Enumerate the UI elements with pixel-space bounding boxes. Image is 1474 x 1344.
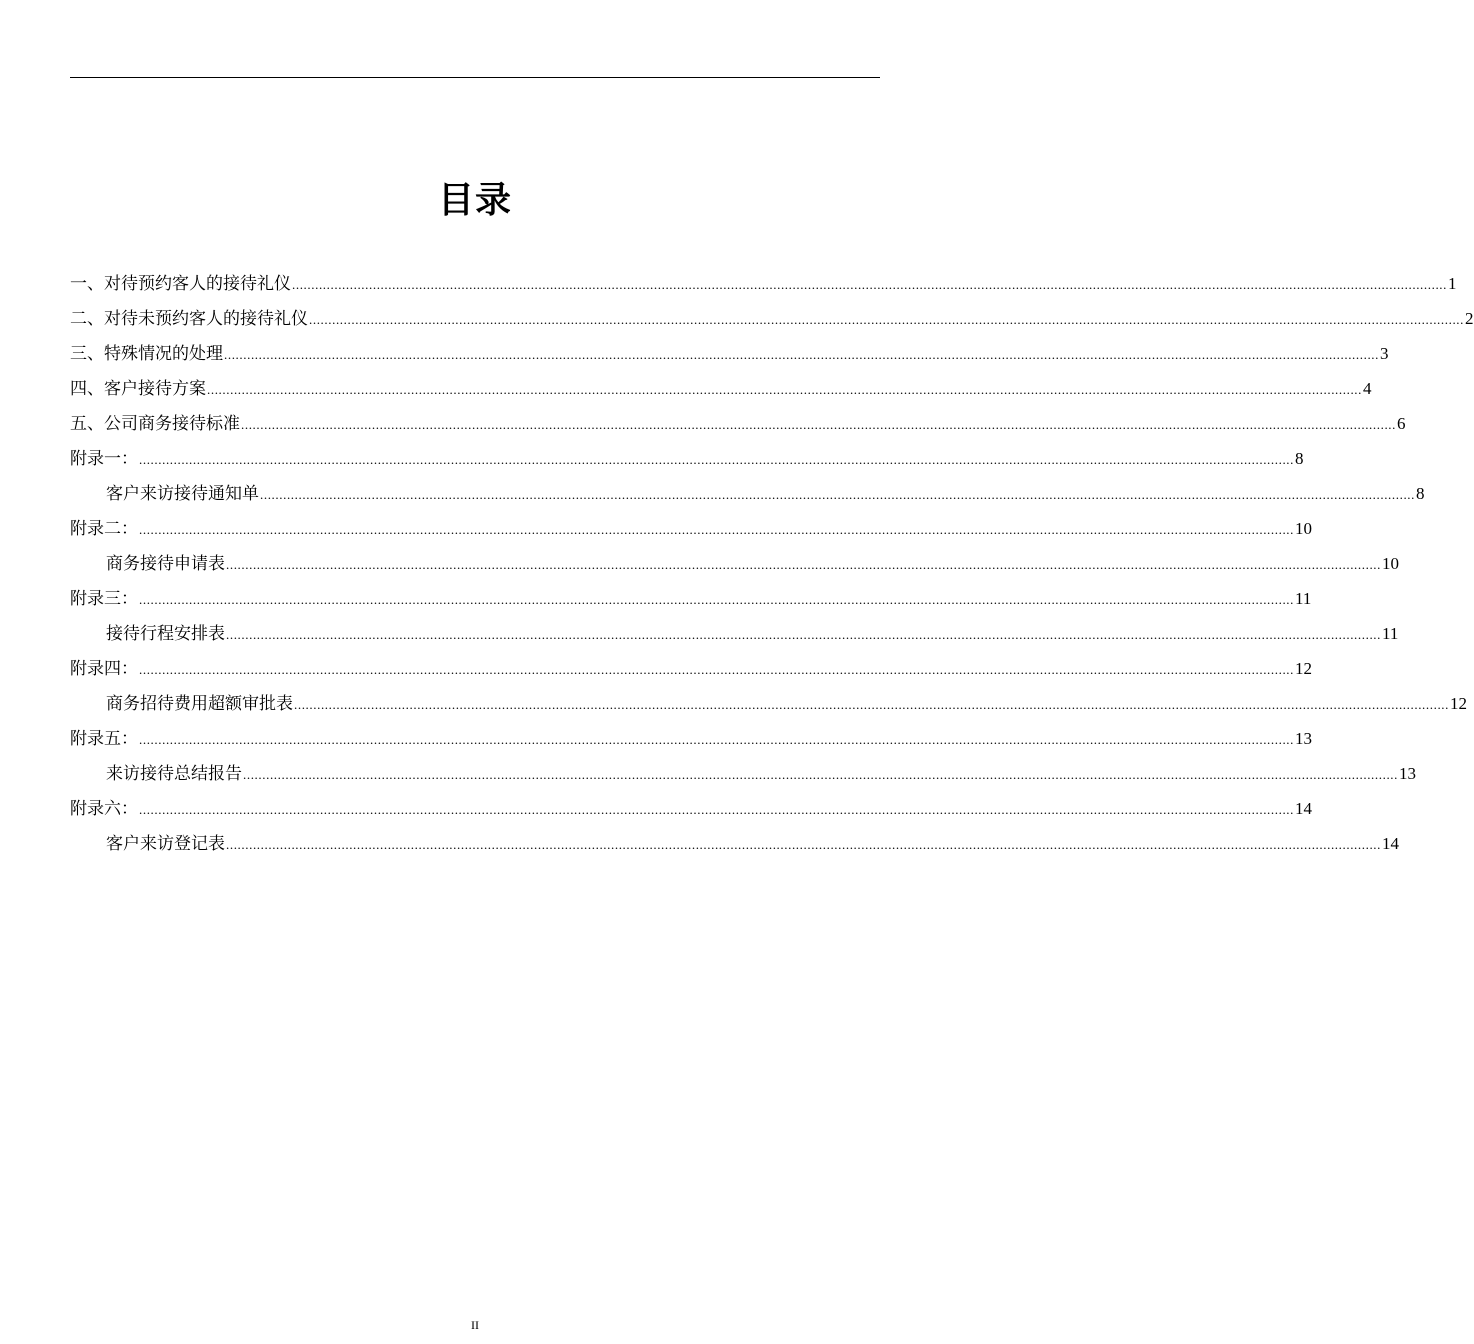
toc-entry-label[interactable]: 附录四： xyxy=(70,659,138,678)
toc-entry[interactable] xyxy=(70,656,1312,691)
toc-entry-page[interactable]: 1 xyxy=(1448,274,1457,293)
toc-entry-page[interactable]: 3 xyxy=(1380,344,1389,363)
toc-dot-leader: ............................................................................................................................................................................................................................................................................................................ xyxy=(309,312,1464,327)
toc-entry-page[interactable]: 10 xyxy=(1382,554,1399,573)
toc-entry-label[interactable]: 客户来访登记表 xyxy=(106,834,225,853)
toc-dot-leader: ............................................................................................................................................................................................................................................................................................................ xyxy=(226,627,1381,642)
toc-dot-leader: ............................................................................................................................................................................................................................................................................................................ xyxy=(139,662,1294,677)
footer-page-number: II xyxy=(471,1318,479,1332)
toc-entry[interactable] xyxy=(70,831,1399,866)
toc-entry-label[interactable]: 附录三： xyxy=(70,589,138,608)
toc-dot-leader: ............................................................................................................................................................................................................................................................................................................ xyxy=(226,557,1381,572)
toc-entry[interactable] xyxy=(70,271,1457,306)
toc-entry-page[interactable]: 13 xyxy=(1399,764,1416,783)
header-rule xyxy=(70,77,880,78)
toc-entry-page[interactable]: 12 xyxy=(1295,659,1312,678)
toc-entry-page[interactable]: 12 xyxy=(1450,694,1467,713)
toc-entry[interactable] xyxy=(70,621,1399,656)
toc-entry-label[interactable]: 客户来访接待通知单 xyxy=(106,484,259,503)
toc-entry[interactable] xyxy=(70,481,1425,516)
toc-entry[interactable] xyxy=(70,341,1389,376)
toc-entry[interactable] xyxy=(70,726,1312,761)
toc-entry[interactable] xyxy=(70,551,1399,586)
toc-dot-leader: ............................................................................................................................................................................................................................................................................................................ xyxy=(292,277,1447,292)
table-of-contents xyxy=(70,271,1474,866)
toc-entry[interactable] xyxy=(70,516,1312,551)
toc-dot-leader: ............................................................................................................................................................................................................................................................................................................ xyxy=(224,347,1379,362)
toc-entry-label[interactable]: 附录六： xyxy=(70,799,138,818)
toc-dot-leader: ............................................................................................................................................................................................................................................................................................................ xyxy=(139,802,1294,817)
toc-entry[interactable] xyxy=(70,796,1312,831)
toc-dot-leader: ............................................................................................................................................................................................................................................................................................................ xyxy=(294,697,1449,712)
toc-entry-page[interactable]: 8 xyxy=(1416,484,1425,503)
toc-dot-leader: ............................................................................................................................................................................................................................................................................................................ xyxy=(207,382,1362,397)
toc-entry-label[interactable]: 附录二： xyxy=(70,519,138,538)
toc-entry[interactable] xyxy=(70,446,1304,481)
page-title: 目录 xyxy=(437,180,512,221)
toc-entry-page[interactable]: 14 xyxy=(1295,799,1312,818)
toc-entry-label[interactable]: 四、客户接待方案 xyxy=(70,379,206,398)
toc-entry-label[interactable]: 五、公司商务接待标准 xyxy=(70,414,240,433)
toc-dot-leader: ............................................................................................................................................................................................................................................................................................................ xyxy=(139,452,1294,467)
toc-dot-leader: ............................................................................................................................................................................................................................................................................................................ xyxy=(260,487,1415,502)
toc-entry-label[interactable]: 三、特殊情况的处理 xyxy=(70,344,223,363)
toc-entry[interactable] xyxy=(70,411,1406,446)
toc-entry[interactable] xyxy=(70,761,1416,796)
toc-entry-page[interactable]: 6 xyxy=(1397,414,1406,433)
toc-entry-page[interactable]: 11 xyxy=(1382,624,1399,643)
toc-entry-label[interactable]: 商务接待申请表 xyxy=(106,554,225,573)
toc-entry-page[interactable]: 4 xyxy=(1363,379,1372,398)
toc-entry-page[interactable]: 2 xyxy=(1465,309,1474,328)
toc-dot-leader: ............................................................................................................................................................................................................................................................................................................ xyxy=(243,767,1398,782)
toc-entry-label[interactable]: 附录五： xyxy=(70,729,138,748)
toc-entry-label[interactable]: 来访接待总结报告 xyxy=(106,764,242,783)
toc-entry-page[interactable]: 13 xyxy=(1295,729,1312,748)
toc-dot-leader: ............................................................................................................................................................................................................................................................................................................ xyxy=(241,417,1396,432)
toc-entry-label[interactable]: 接待行程安排表 xyxy=(106,624,225,643)
toc-dot-leader: ............................................................................................................................................................................................................................................................................................................ xyxy=(139,522,1294,537)
toc-dot-leader: ............................................................................................................................................................................................................................................................................................................ xyxy=(139,732,1294,747)
toc-entry-label[interactable]: 商务招待费用超额审批表 xyxy=(106,694,293,713)
toc-entry-label[interactable]: 附录一： xyxy=(70,449,138,468)
toc-entry[interactable] xyxy=(70,691,1467,726)
toc-entry-label[interactable]: 二、对待未预约客人的接待礼仪 xyxy=(70,309,308,328)
toc-entry-page[interactable]: 14 xyxy=(1382,834,1399,853)
toc-entry-label[interactable]: 一、对待预约客人的接待礼仪 xyxy=(70,274,291,293)
toc-entry[interactable] xyxy=(70,586,1312,621)
toc-dot-leader: ............................................................................................................................................................................................................................................................................................................ xyxy=(139,592,1294,607)
toc-dot-leader: ............................................................................................................................................................................................................................................................................................................ xyxy=(226,837,1381,852)
toc-entry[interactable] xyxy=(70,306,1474,341)
toc-entry[interactable] xyxy=(70,376,1372,411)
toc-entry-page[interactable]: 10 xyxy=(1295,519,1312,538)
toc-entry-page[interactable]: 11 xyxy=(1295,589,1312,608)
toc-entry-page[interactable]: 8 xyxy=(1295,449,1304,468)
